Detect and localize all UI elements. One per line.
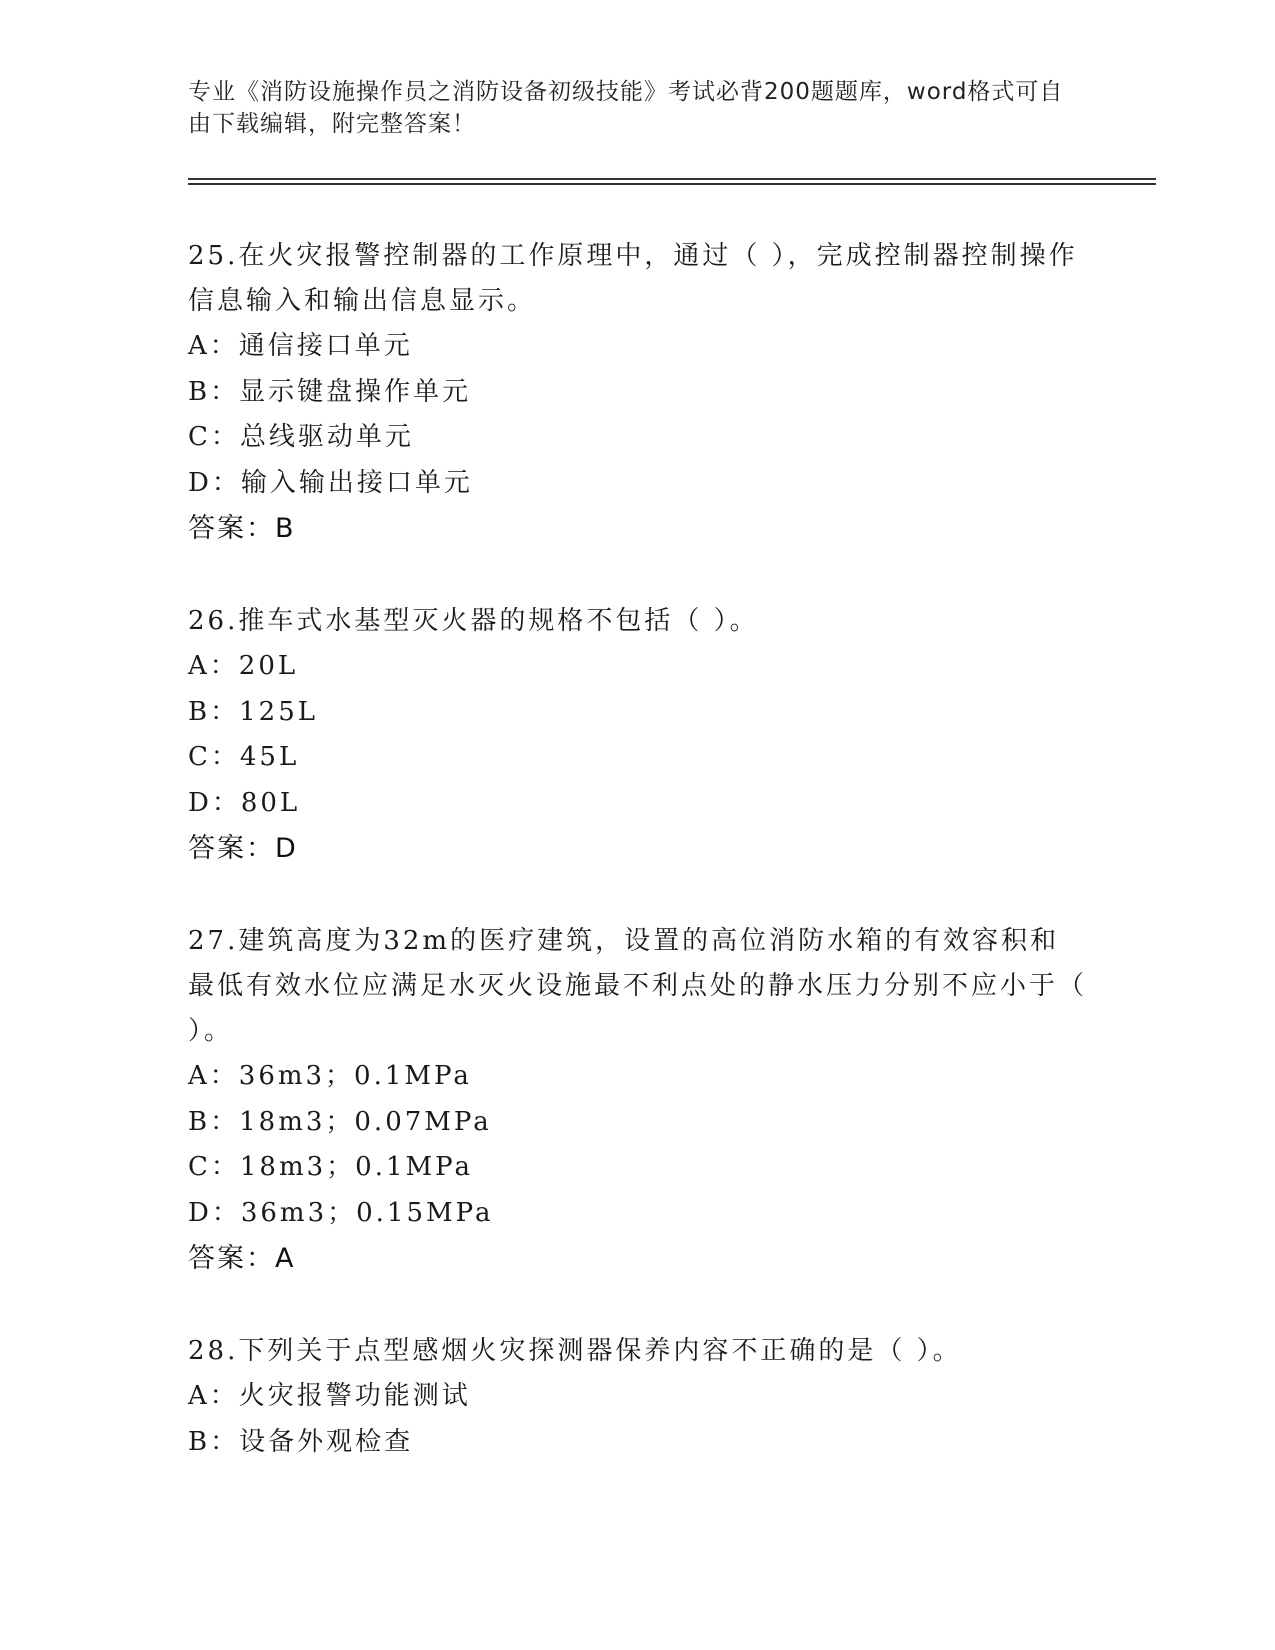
question-25 xyxy=(188,234,1088,551)
question-stem: 28.下列关于点型感烟火灾探测器保养内容不正确的是（ ）。 xyxy=(188,1336,962,1366)
option-b: B：设备外观检查 xyxy=(188,1426,414,1457)
option-b: B：18m3；0.07MPa xyxy=(188,1106,492,1137)
question-26 xyxy=(188,599,1088,871)
option-a: A：火灾报警功能测试 xyxy=(188,1381,471,1411)
option-b: B：显示键盘操作单元 xyxy=(188,376,472,407)
option-d: D：36m3；0.15MPa xyxy=(188,1197,494,1228)
option-a: A：20L xyxy=(188,651,299,681)
option-list xyxy=(188,644,1088,826)
header-divider-top xyxy=(188,178,1156,180)
option-list xyxy=(188,1054,1088,1236)
option-a: A：通信接口单元 xyxy=(188,331,413,361)
document-header: 专业《消防设施操作员之消防设备初级技能》考试必背200题题库，word格式可自由下载编辑，附完整答案！ xyxy=(188,79,1064,137)
question-28 xyxy=(188,1329,1088,1465)
question-stem: 27.建筑高度为32m的医疗建筑，设置的高位消防水箱的有效容积和最低有效水位应满足水灭火设施最不利点处的静水压力分别不应小于（ ）。 xyxy=(188,926,1088,1046)
option-list xyxy=(188,324,1088,506)
option-b: B：125L xyxy=(188,696,318,727)
question-stem: 25.在火灾报警控制器的工作原理中，通过（ ），完成控制器控制操作信息输入和输出信息显示。 xyxy=(188,241,1078,316)
option-c: C：18m3；0.1MPa xyxy=(188,1152,473,1182)
answer: 答案：A xyxy=(188,1243,296,1274)
option-d: D：输入输出接口单元 xyxy=(188,467,473,498)
option-c: C：总线驱动单元 xyxy=(188,422,414,452)
option-d: D：80L xyxy=(188,787,301,818)
question-27 xyxy=(188,919,1088,1281)
answer: 答案：D xyxy=(188,833,298,864)
header-divider-bottom xyxy=(188,183,1156,185)
option-list xyxy=(188,1374,1088,1465)
option-c: C：45L xyxy=(188,742,300,772)
answer: 答案：B xyxy=(188,513,296,544)
option-a: A：36m3；0.1MPa xyxy=(188,1061,472,1091)
question-stem: 26.推车式水基型灭火器的规格不包括（ ）。 xyxy=(188,606,759,636)
